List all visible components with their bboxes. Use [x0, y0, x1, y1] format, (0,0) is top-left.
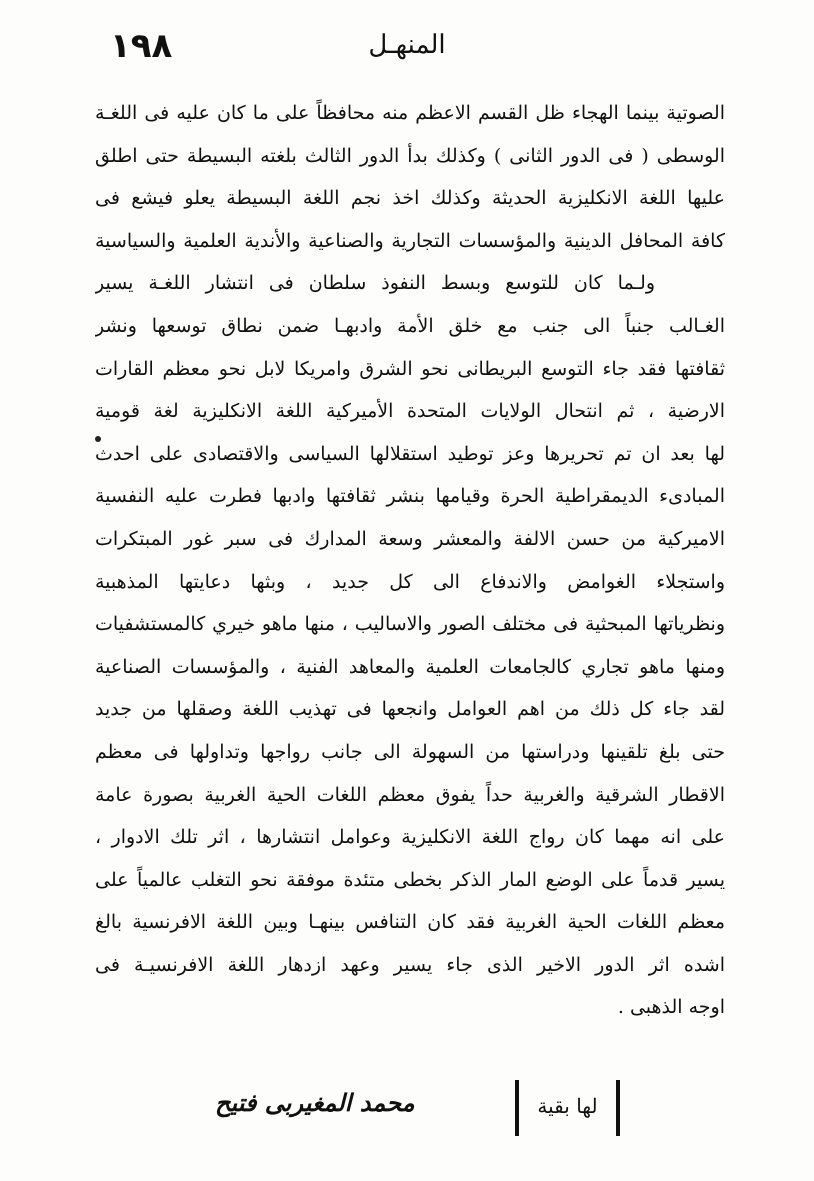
- text-line: الغـالب جنباً الى جنب مع خلق الأمة وادبهـا ضمن نطاق توسعها ونشر: [95, 314, 725, 337]
- text-line: اشده اثر الدور الاخير الذى جاء يسير وعهد ازدهار اللغة الافرنسيـة فى: [95, 953, 725, 976]
- text-line: الصوتية بينما الهجاء ظل القسم الاعظم منه محافظاً على ما كان عليه فى اللغـة: [95, 102, 725, 124]
- running-title: المنهـل: [368, 30, 446, 60]
- article-body: [95, 92, 725, 1029]
- page-footer: [0, 1080, 814, 1140]
- page-number: ١٩٨: [110, 26, 173, 66]
- text-line: حتى بلغ تلقينها ودراستها من السهولة الى جانب رواجها وتداولها فى معظم: [95, 740, 725, 763]
- text-line: ثقافتها فقد جاء التوسع البريطانى نحو الشرق وامريكا لابل نحو معظم القارات: [95, 357, 725, 380]
- text-line: الاقطار الشرقية والغربية حداً يفوق معظم اللغات الحية الغربية بصورة عامة: [95, 783, 725, 806]
- text-line: ولـما كان للتوسع وبسط النفوذ سلطان فى انتشار اللغـة يسير: [95, 272, 655, 295]
- page-header: [0, 22, 814, 72]
- text-line: اوجه الذهبى .: [617, 996, 725, 1019]
- text-line: واستجلاء الغوامض والاندفاع الى كل جديد ، وبثها دعايتها المذهبية: [95, 570, 725, 593]
- text-line: الوسطى ( فى الدور الثانى ) وكذلك بدأ الدور الثالث بلغته البسيطة حتى اطلق: [95, 144, 725, 167]
- text-line: المبادىء الديمقراطية الحرة وقيامها بنشر ثقافتها وادبها فطرت عليه النفسية: [95, 485, 725, 508]
- text-line: الارضية ، ثم انتحال الولايات المتحدة الأميركية اللغة الانكليزية لغة قومية: [95, 400, 725, 423]
- text-line: على انه مهما كان رواج اللغة الانكليزية وعوامل انتشارها ، اثر تلك الادوار ،: [95, 826, 725, 849]
- text-line: معظم اللغات الحية الغربية فقد كان التنافس بينهـا وبين اللغة الافرنسية بالغ: [95, 911, 725, 934]
- text-line: كافة المحافل الدينية والمؤسسات التجارية والصناعية والأندية العلمية والسياسية: [95, 229, 725, 252]
- text-line: الاميركية من حسن الالفة والمعشر وسعة المدارك فى سبر غور المبتكرات: [95, 527, 725, 550]
- text-line: ونظرياتها المبحثية فى مختلف الصور والاساليب ، منها ماهو خيري كالمستشفيات: [95, 613, 725, 636]
- text-line: لقد جاء كل ذلك من اهم العوامل وانجعها فى تهذيب اللغة وصقلها من جديد: [95, 698, 725, 721]
- continued-note: لها بقية: [537, 1094, 598, 1118]
- author-signature: محمد المغيربى فتيح: [215, 1088, 415, 1117]
- text-line: عليها اللغة الانكليزية الحديثة وكذلك اخذ نجم اللغة البسيطة يعلو فيشع فى: [95, 187, 725, 210]
- text-line: ومنها ماهو تجاري كالجامعات العلمية والمعاهد الفنية ، والمؤسسات الصناعية: [95, 655, 725, 678]
- text-line: لها بعد ان تم تحريرها وعز توطيد استقلالها السياسى والاقتصادى على احدث: [95, 442, 725, 465]
- text-line: يسير قدماً على الوضع المار الذكر بخطى متئدة موفقة نحو التغلب عالمياً على: [95, 868, 725, 891]
